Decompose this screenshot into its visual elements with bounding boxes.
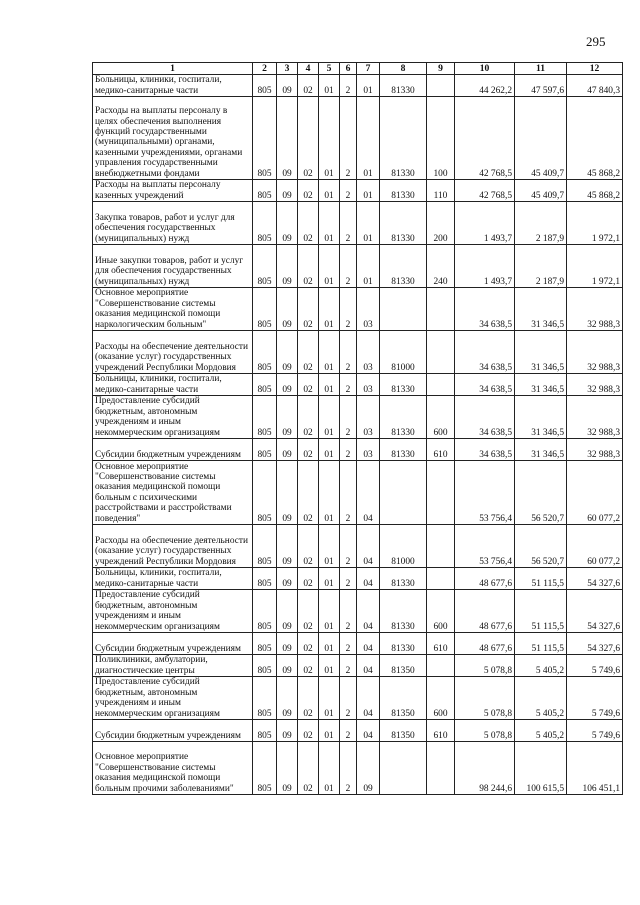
amount-col11: 51 115,5 (515, 568, 567, 590)
row-name: Расходы на выплаты персоналу казенных учреждений (93, 180, 253, 202)
code-gov: 805 (253, 525, 277, 568)
code-subsection: 02 (298, 568, 319, 590)
code-direction: 81330 (380, 97, 427, 180)
code-event: 04 (357, 633, 380, 655)
amount-col10: 1 493,7 (455, 202, 515, 245)
amount-col11: 51 115,5 (515, 633, 567, 655)
code-subprogram: 2 (340, 677, 357, 720)
code-gov: 805 (253, 590, 277, 633)
table-row (93, 655, 623, 677)
code-subprogram: 2 (340, 75, 357, 97)
code-expense-type: 600 (427, 677, 455, 720)
code-direction: 81330 (380, 396, 427, 439)
code-subsection: 02 (298, 525, 319, 568)
code-program: 01 (319, 568, 340, 590)
code-subsection: 02 (298, 75, 319, 97)
code-subsection: 02 (298, 633, 319, 655)
code-subsection: 02 (298, 245, 319, 288)
code-gov: 805 (253, 331, 277, 374)
code-subprogram: 2 (340, 202, 357, 245)
amount-col12: 5 749,6 (567, 677, 623, 720)
code-section: 09 (277, 288, 298, 331)
code-event: 03 (357, 374, 380, 396)
table-row (93, 374, 623, 396)
code-subprogram: 2 (340, 97, 357, 180)
code-subsection: 02 (298, 590, 319, 633)
table-row (93, 590, 623, 633)
row-name: Основное мероприятие "Совершенствование системы оказания медицинской помощи больным с психическими расстройствами и расстройствами поведения" (93, 461, 253, 525)
code-expense-type: 240 (427, 245, 455, 288)
code-section: 09 (277, 677, 298, 720)
code-gov: 805 (253, 677, 277, 720)
code-subsection: 02 (298, 396, 319, 439)
code-gov: 805 (253, 655, 277, 677)
amount-col12: 60 077,2 (567, 461, 623, 525)
code-subprogram: 2 (340, 590, 357, 633)
code-event: 01 (357, 202, 380, 245)
amount-col12: 5 749,6 (567, 720, 623, 742)
code-section: 09 (277, 202, 298, 245)
amount-col11: 45 409,7 (515, 180, 567, 202)
table-row (93, 568, 623, 590)
code-expense-type: 610 (427, 439, 455, 461)
amount-col11: 100 615,5 (515, 742, 567, 795)
code-subsection: 02 (298, 461, 319, 525)
code-program: 01 (319, 590, 340, 633)
amount-col11: 56 520,7 (515, 461, 567, 525)
amount-col11: 2 187,9 (515, 245, 567, 288)
code-program: 01 (319, 288, 340, 331)
code-subprogram: 2 (340, 461, 357, 525)
row-name: Предоставление субсидий бюджетным, автономным учреждениям и иным некоммерческим организациям (93, 590, 253, 633)
code-gov: 805 (253, 439, 277, 461)
code-section: 09 (277, 396, 298, 439)
table-row (93, 202, 623, 245)
code-expense-type: 600 (427, 590, 455, 633)
amount-col10: 34 638,5 (455, 288, 515, 331)
code-direction: 81330 (380, 374, 427, 396)
amount-col12: 32 988,3 (567, 396, 623, 439)
code-subsection: 02 (298, 439, 319, 461)
code-event: 01 (357, 97, 380, 180)
code-subprogram: 2 (340, 633, 357, 655)
code-event: 04 (357, 677, 380, 720)
table-row (93, 288, 623, 331)
code-subsection: 02 (298, 720, 319, 742)
amount-col12: 32 988,3 (567, 288, 623, 331)
code-subsection: 02 (298, 202, 319, 245)
amount-col10: 53 756,4 (455, 461, 515, 525)
code-gov: 805 (253, 180, 277, 202)
code-section: 09 (277, 331, 298, 374)
code-program: 01 (319, 374, 340, 396)
row-name: Закупка товаров, работ и услуг для обеспечения государственных (муниципальных) нужд (93, 202, 253, 245)
column-header: 3 (277, 63, 298, 75)
code-subprogram: 2 (340, 245, 357, 288)
amount-col11: 5 405,2 (515, 677, 567, 720)
amount-col12: 54 327,6 (567, 590, 623, 633)
code-direction: 81350 (380, 720, 427, 742)
code-program: 01 (319, 677, 340, 720)
row-name: Предоставление субсидий бюджетным, автономным учреждениям и иным некоммерческим организациям (93, 677, 253, 720)
code-expense-type (427, 742, 455, 795)
code-section: 09 (277, 180, 298, 202)
code-subsection: 02 (298, 288, 319, 331)
code-event: 03 (357, 288, 380, 331)
amount-col11: 31 346,5 (515, 331, 567, 374)
page-number: 295 (586, 34, 606, 49)
code-subprogram: 2 (340, 439, 357, 461)
table-row (93, 525, 623, 568)
code-gov: 805 (253, 288, 277, 331)
code-gov: 805 (253, 742, 277, 795)
code-direction: 81000 (380, 525, 427, 568)
code-direction (380, 742, 427, 795)
code-subsection: 02 (298, 677, 319, 720)
code-subprogram: 2 (340, 331, 357, 374)
table-body (93, 75, 623, 795)
amount-col12: 5 749,6 (567, 655, 623, 677)
code-section: 09 (277, 568, 298, 590)
code-event: 03 (357, 439, 380, 461)
column-header: 9 (427, 63, 455, 75)
code-expense-type (427, 525, 455, 568)
amount-col10: 42 768,5 (455, 180, 515, 202)
code-gov: 805 (253, 720, 277, 742)
amount-col10: 34 638,5 (455, 331, 515, 374)
column-header: 10 (455, 63, 515, 75)
code-program: 01 (319, 742, 340, 795)
amount-col12: 1 972,1 (567, 202, 623, 245)
code-event: 04 (357, 720, 380, 742)
amount-col10: 5 078,8 (455, 677, 515, 720)
code-expense-type (427, 331, 455, 374)
code-gov: 805 (253, 97, 277, 180)
amount-col10: 48 677,6 (455, 633, 515, 655)
code-program: 01 (319, 180, 340, 202)
column-header: 4 (298, 63, 319, 75)
column-header: 7 (357, 63, 380, 75)
code-expense-type (427, 75, 455, 97)
amount-col10: 44 262,2 (455, 75, 515, 97)
amount-col11: 47 597,6 (515, 75, 567, 97)
amount-col10: 53 756,4 (455, 525, 515, 568)
code-expense-type (427, 461, 455, 525)
code-gov: 805 (253, 568, 277, 590)
code-direction: 81330 (380, 202, 427, 245)
code-program: 01 (319, 720, 340, 742)
amount-col10: 34 638,5 (455, 439, 515, 461)
amount-col10: 48 677,6 (455, 590, 515, 633)
code-event: 04 (357, 461, 380, 525)
row-name: Больницы, клиники, госпитали, медико-санитарные части (93, 374, 253, 396)
code-gov: 805 (253, 202, 277, 245)
column-header: 12 (567, 63, 623, 75)
table-row (93, 97, 623, 180)
code-subprogram: 2 (340, 396, 357, 439)
amount-col12: 1 972,1 (567, 245, 623, 288)
code-subsection: 02 (298, 180, 319, 202)
code-direction: 81330 (380, 245, 427, 288)
amount-col12: 32 988,3 (567, 374, 623, 396)
code-gov: 805 (253, 396, 277, 439)
code-event: 03 (357, 331, 380, 374)
amount-col11: 31 346,5 (515, 439, 567, 461)
code-subprogram: 2 (340, 720, 357, 742)
amount-col11: 2 187,9 (515, 202, 567, 245)
code-subsection: 02 (298, 742, 319, 795)
code-expense-type: 100 (427, 97, 455, 180)
table-row (93, 331, 623, 374)
code-program: 01 (319, 75, 340, 97)
code-section: 09 (277, 75, 298, 97)
code-program: 01 (319, 396, 340, 439)
code-event: 04 (357, 525, 380, 568)
code-section: 09 (277, 374, 298, 396)
amount-col12: 47 840,3 (567, 75, 623, 97)
amount-col12: 32 988,3 (567, 331, 623, 374)
code-program: 01 (319, 633, 340, 655)
code-event: 01 (357, 75, 380, 97)
budget-table (92, 62, 623, 795)
code-subprogram: 2 (340, 655, 357, 677)
row-name: Предоставление субсидий бюджетным, автономным учреждениям и иным некоммерческим организациям (93, 396, 253, 439)
amount-col12: 54 327,6 (567, 633, 623, 655)
code-direction: 81330 (380, 568, 427, 590)
code-section: 09 (277, 525, 298, 568)
code-event: 03 (357, 396, 380, 439)
amount-col11: 45 409,7 (515, 97, 567, 180)
code-direction: 81000 (380, 331, 427, 374)
code-expense-type (427, 655, 455, 677)
code-direction: 81330 (380, 590, 427, 633)
table-row (93, 461, 623, 525)
amount-col10: 1 493,7 (455, 245, 515, 288)
row-name: Субсидии бюджетным учреждениям (93, 439, 253, 461)
code-subprogram: 2 (340, 180, 357, 202)
row-name: Субсидии бюджетным учреждениям (93, 720, 253, 742)
column-header: 6 (340, 63, 357, 75)
code-program: 01 (319, 461, 340, 525)
amount-col10: 98 244,6 (455, 742, 515, 795)
code-program: 01 (319, 525, 340, 568)
header-row (93, 63, 623, 75)
code-gov: 805 (253, 245, 277, 288)
amount-col11: 5 405,2 (515, 720, 567, 742)
amount-col11: 51 115,5 (515, 590, 567, 633)
row-name: Субсидии бюджетным учреждениям (93, 633, 253, 655)
column-header: 5 (319, 63, 340, 75)
code-section: 09 (277, 633, 298, 655)
column-header: 8 (380, 63, 427, 75)
code-section: 09 (277, 97, 298, 180)
code-subprogram: 2 (340, 568, 357, 590)
code-subsection: 02 (298, 97, 319, 180)
table-row (93, 75, 623, 97)
row-name: Поликлиники, амбулатории, диагностические центры (93, 655, 253, 677)
code-expense-type: 610 (427, 720, 455, 742)
amount-col10: 34 638,5 (455, 374, 515, 396)
code-section: 09 (277, 461, 298, 525)
amount-col11: 56 520,7 (515, 525, 567, 568)
code-expense-type: 110 (427, 180, 455, 202)
code-event: 01 (357, 180, 380, 202)
amount-col12: 45 868,2 (567, 97, 623, 180)
code-direction: 81350 (380, 677, 427, 720)
row-name: Основное мероприятие "Совершенствование системы оказания медицинской помощи больным прочими заболеваниями" (93, 742, 253, 795)
amount-col11: 31 346,5 (515, 374, 567, 396)
row-name: Расходы на выплаты персоналу в целях обеспечения выполнения функций государственными (муниципальными) органами, казенными учреждениями, органами управления государственными внебюджетными фондами (93, 97, 253, 180)
code-direction: 81330 (380, 180, 427, 202)
column-header: 1 (93, 63, 253, 75)
table-row (93, 245, 623, 288)
code-expense-type (427, 568, 455, 590)
table-row (93, 720, 623, 742)
code-subprogram: 2 (340, 288, 357, 331)
code-expense-type: 600 (427, 396, 455, 439)
amount-col11: 31 346,5 (515, 396, 567, 439)
amount-col10: 5 078,8 (455, 720, 515, 742)
amount-col10: 5 078,8 (455, 655, 515, 677)
row-name: Иные закупки товаров, работ и услуг для обеспечения государственных (муниципальных) нужд (93, 245, 253, 288)
code-program: 01 (319, 331, 340, 374)
row-name: Основное мероприятие "Совершенствование системы оказания медицинской помощи наркологическим больным" (93, 288, 253, 331)
code-program: 01 (319, 97, 340, 180)
amount-col10: 48 677,6 (455, 568, 515, 590)
code-expense-type: 610 (427, 633, 455, 655)
code-gov: 805 (253, 461, 277, 525)
row-name: Больницы, клиники, госпитали, медико-санитарные части (93, 568, 253, 590)
code-program: 01 (319, 202, 340, 245)
code-subprogram: 2 (340, 742, 357, 795)
table-row (93, 439, 623, 461)
amount-col12: 45 868,2 (567, 180, 623, 202)
code-event: 01 (357, 245, 380, 288)
code-gov: 805 (253, 633, 277, 655)
code-program: 01 (319, 439, 340, 461)
code-event: 04 (357, 655, 380, 677)
row-name: Больницы, клиники, госпитали, медико-санитарные части (93, 75, 253, 97)
code-gov: 805 (253, 75, 277, 97)
code-expense-type (427, 288, 455, 331)
amount-col12: 32 988,3 (567, 439, 623, 461)
code-program: 01 (319, 245, 340, 288)
code-expense-type: 200 (427, 202, 455, 245)
column-header: 2 (253, 63, 277, 75)
code-subsection: 02 (298, 655, 319, 677)
code-event: 09 (357, 742, 380, 795)
table-row (93, 677, 623, 720)
amount-col10: 34 638,5 (455, 396, 515, 439)
code-event: 04 (357, 590, 380, 633)
row-name: Расходы на обеспечение деятельности (оказание услуг) государственных учреждений Республики Мордовия (93, 331, 253, 374)
code-direction: 81350 (380, 655, 427, 677)
column-header: 11 (515, 63, 567, 75)
table-row (93, 633, 623, 655)
code-subsection: 02 (298, 374, 319, 396)
code-direction (380, 461, 427, 525)
code-gov: 805 (253, 374, 277, 396)
code-event: 04 (357, 568, 380, 590)
code-direction: 81330 (380, 633, 427, 655)
amount-col12: 54 327,6 (567, 568, 623, 590)
table-row (93, 742, 623, 795)
code-section: 09 (277, 590, 298, 633)
code-direction: 81330 (380, 75, 427, 97)
code-section: 09 (277, 720, 298, 742)
code-program: 01 (319, 655, 340, 677)
code-section: 09 (277, 742, 298, 795)
amount-col10: 42 768,5 (455, 97, 515, 180)
row-name: Расходы на обеспечение деятельности (оказание услуг) государственных учреждений Республики Мордовия (93, 525, 253, 568)
code-section: 09 (277, 245, 298, 288)
amount-col11: 31 346,5 (515, 288, 567, 331)
code-section: 09 (277, 439, 298, 461)
code-subsection: 02 (298, 331, 319, 374)
table-row (93, 180, 623, 202)
table-row (93, 396, 623, 439)
amount-col11: 5 405,2 (515, 655, 567, 677)
code-section: 09 (277, 655, 298, 677)
code-direction (380, 288, 427, 331)
code-subprogram: 2 (340, 374, 357, 396)
amount-col12: 60 077,2 (567, 525, 623, 568)
amount-col12: 106 451,1 (567, 742, 623, 795)
code-subprogram: 2 (340, 525, 357, 568)
code-direction: 81330 (380, 439, 427, 461)
code-expense-type (427, 374, 455, 396)
